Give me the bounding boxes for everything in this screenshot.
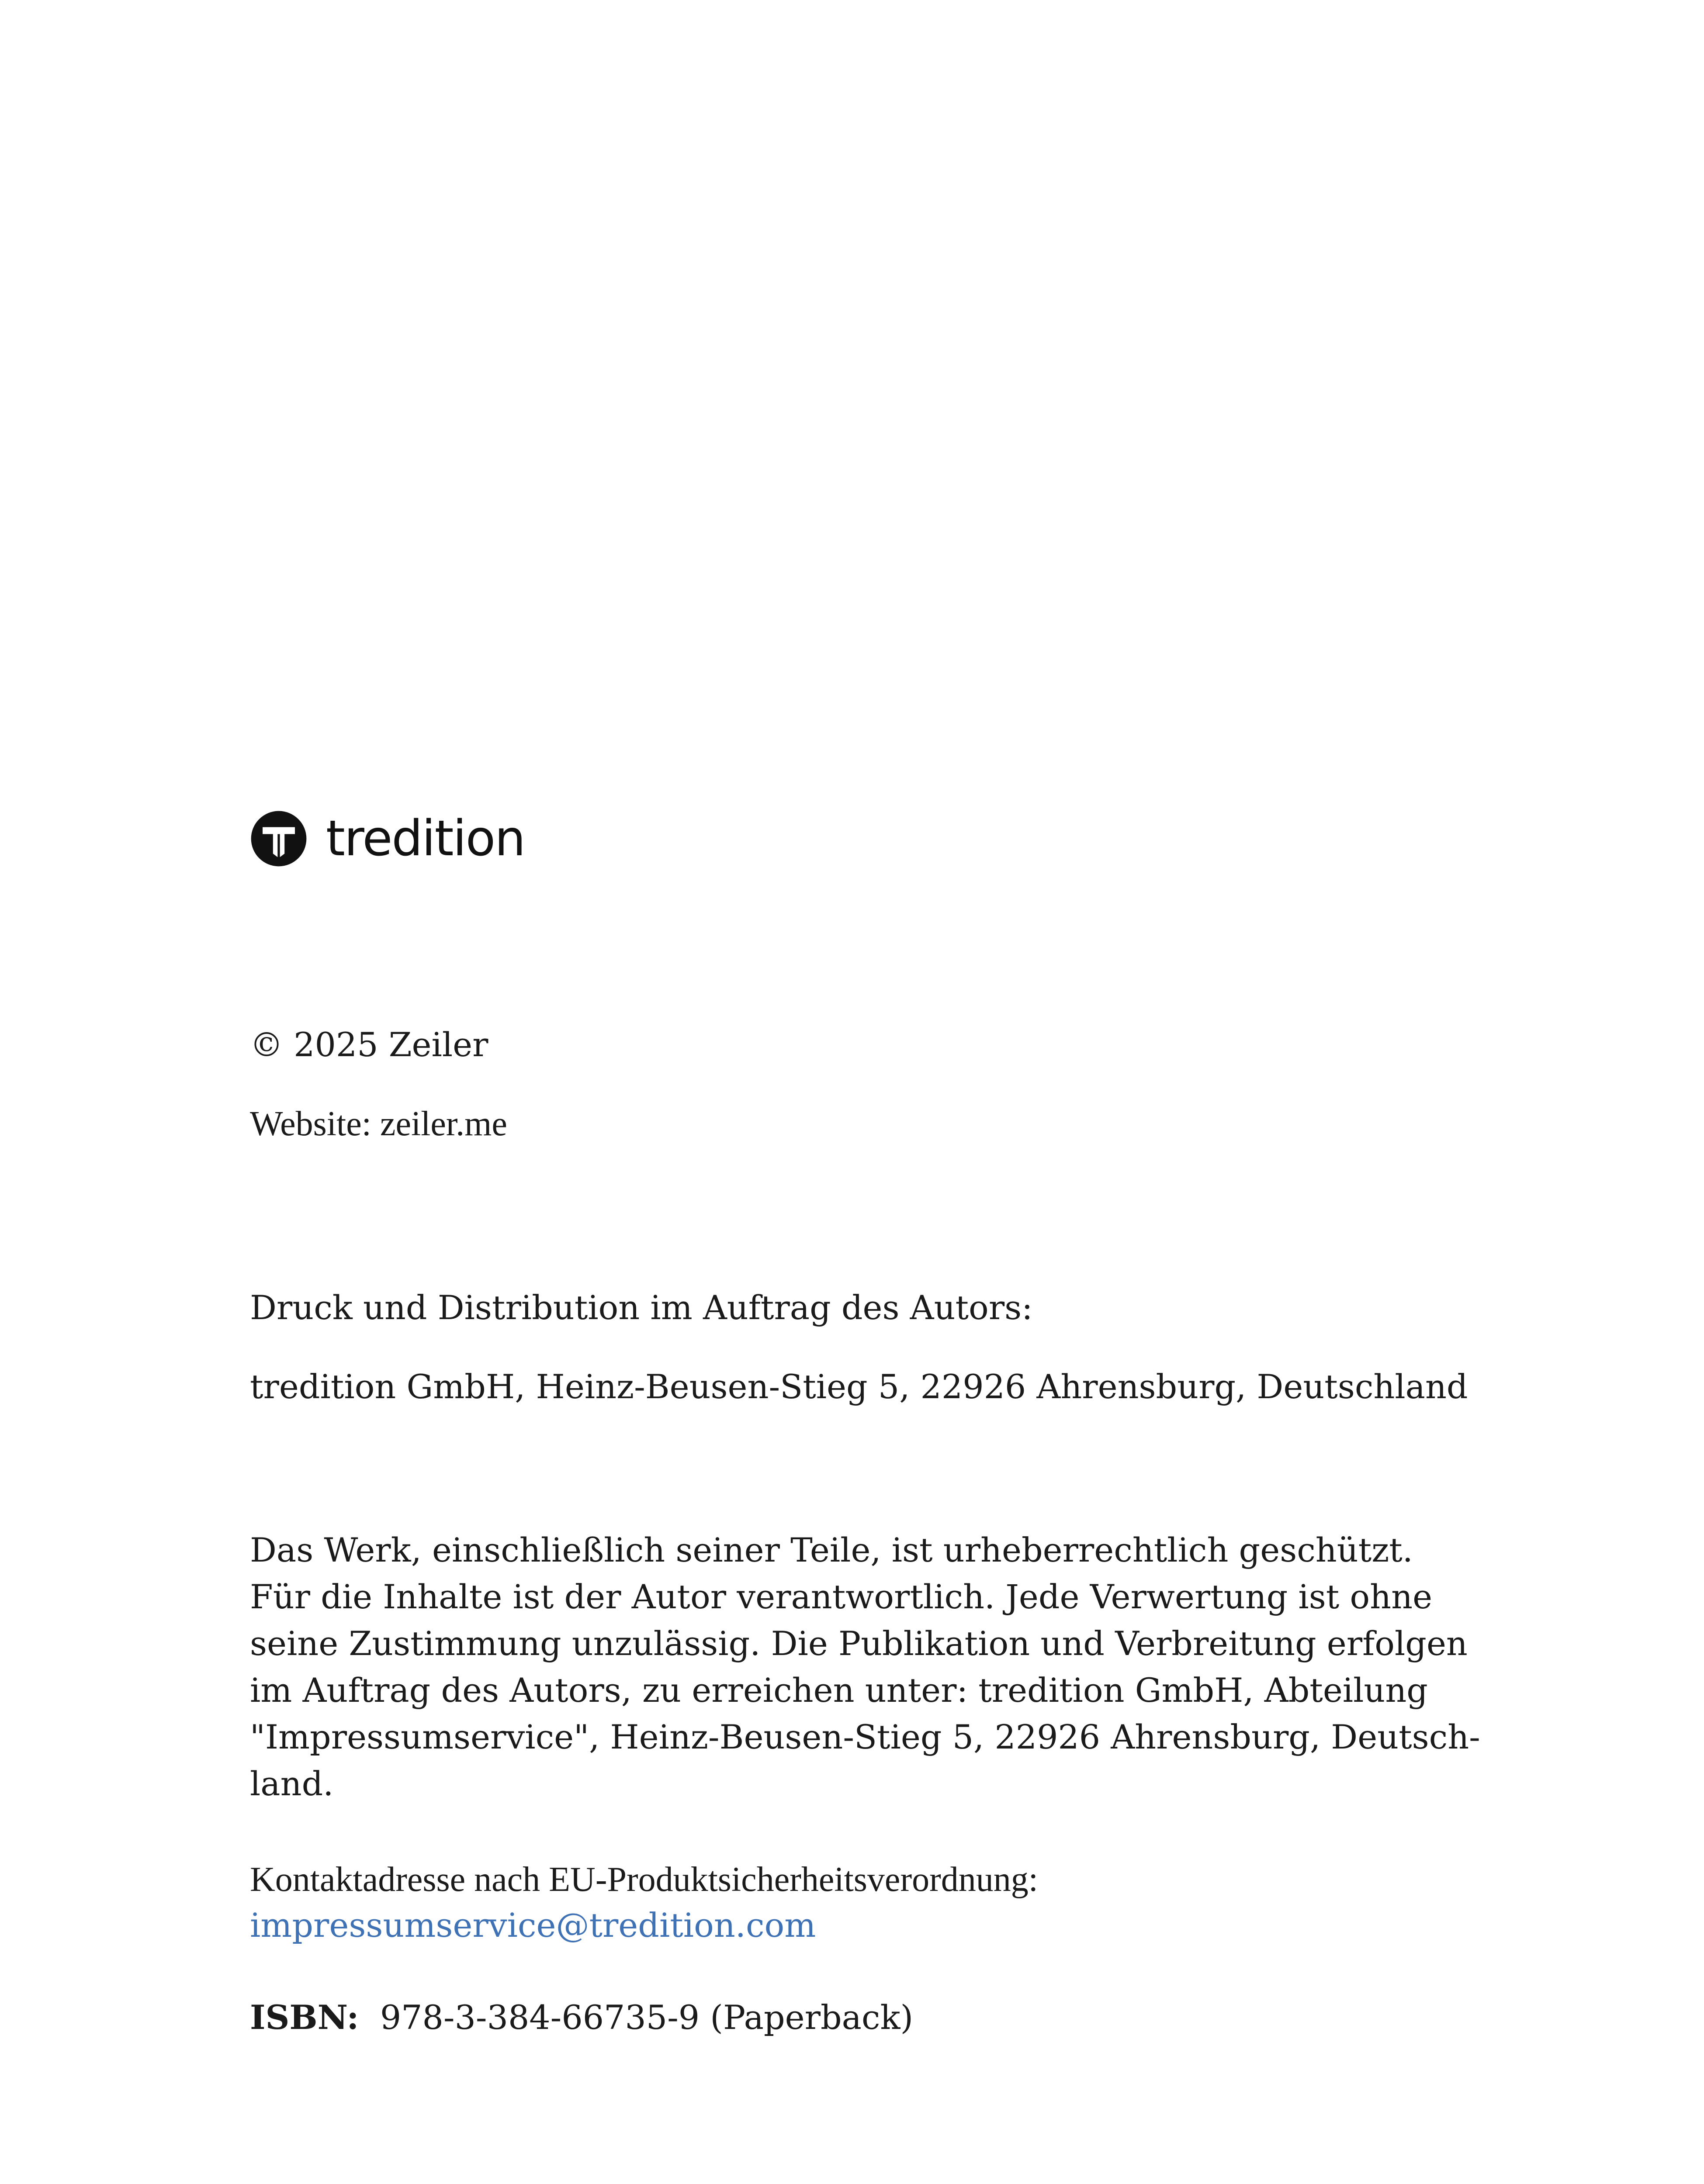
tredition-logo-icon: [250, 810, 308, 867]
isbn-line: [250, 1994, 913, 2041]
website-line: Website: zeiler.me: [250, 1105, 507, 1143]
legal-line: "Impressumservice", Heinz-Beusen-Stieg 5, 22926 Ahrensburg, Deutsch-: [250, 1717, 1480, 1756]
legal-line: Für die Inhalte ist der Autor verantwortlich. Jede Verwertung ist ohne: [250, 1577, 1433, 1616]
publisher-logo: [250, 808, 525, 869]
isbn-label: ISBN:: [250, 1998, 359, 2037]
printing-heading: Druck und Distribution im Auftrag des Autors:: [250, 1288, 1033, 1327]
legal-line: Das Werk, einschließlich seiner Teile, ist urheberrechtlich geschützt.: [250, 1531, 1413, 1569]
printing-address: tredition GmbH, Heinz-Beusen-Stieg 5, 22926 Ahrensburg, Deutschland: [250, 1367, 1468, 1406]
logo-text: tredition: [326, 810, 525, 867]
isbn-value: 978-3-384-66735-9 (Paperback): [380, 1998, 914, 2037]
contact-label: Kontaktadresse nach EU-Produktsicherheitsverordnung:: [250, 1860, 1038, 1899]
contact-email-link[interactable]: impressumservice@tredition.com: [250, 1906, 816, 1945]
copyright-line: © 2025 Zeiler: [250, 1025, 488, 1064]
legal-line: seine Zustimmung unzulässig. Die Publikation und Verbreitung erfolgen: [250, 1624, 1468, 1663]
legal-line: im Auftrag des Autors, zu erreichen unter: tredition GmbH, Abteilung: [250, 1671, 1428, 1710]
legal-line: land.: [250, 1764, 334, 1803]
legal-notice: [250, 1527, 1480, 1807]
